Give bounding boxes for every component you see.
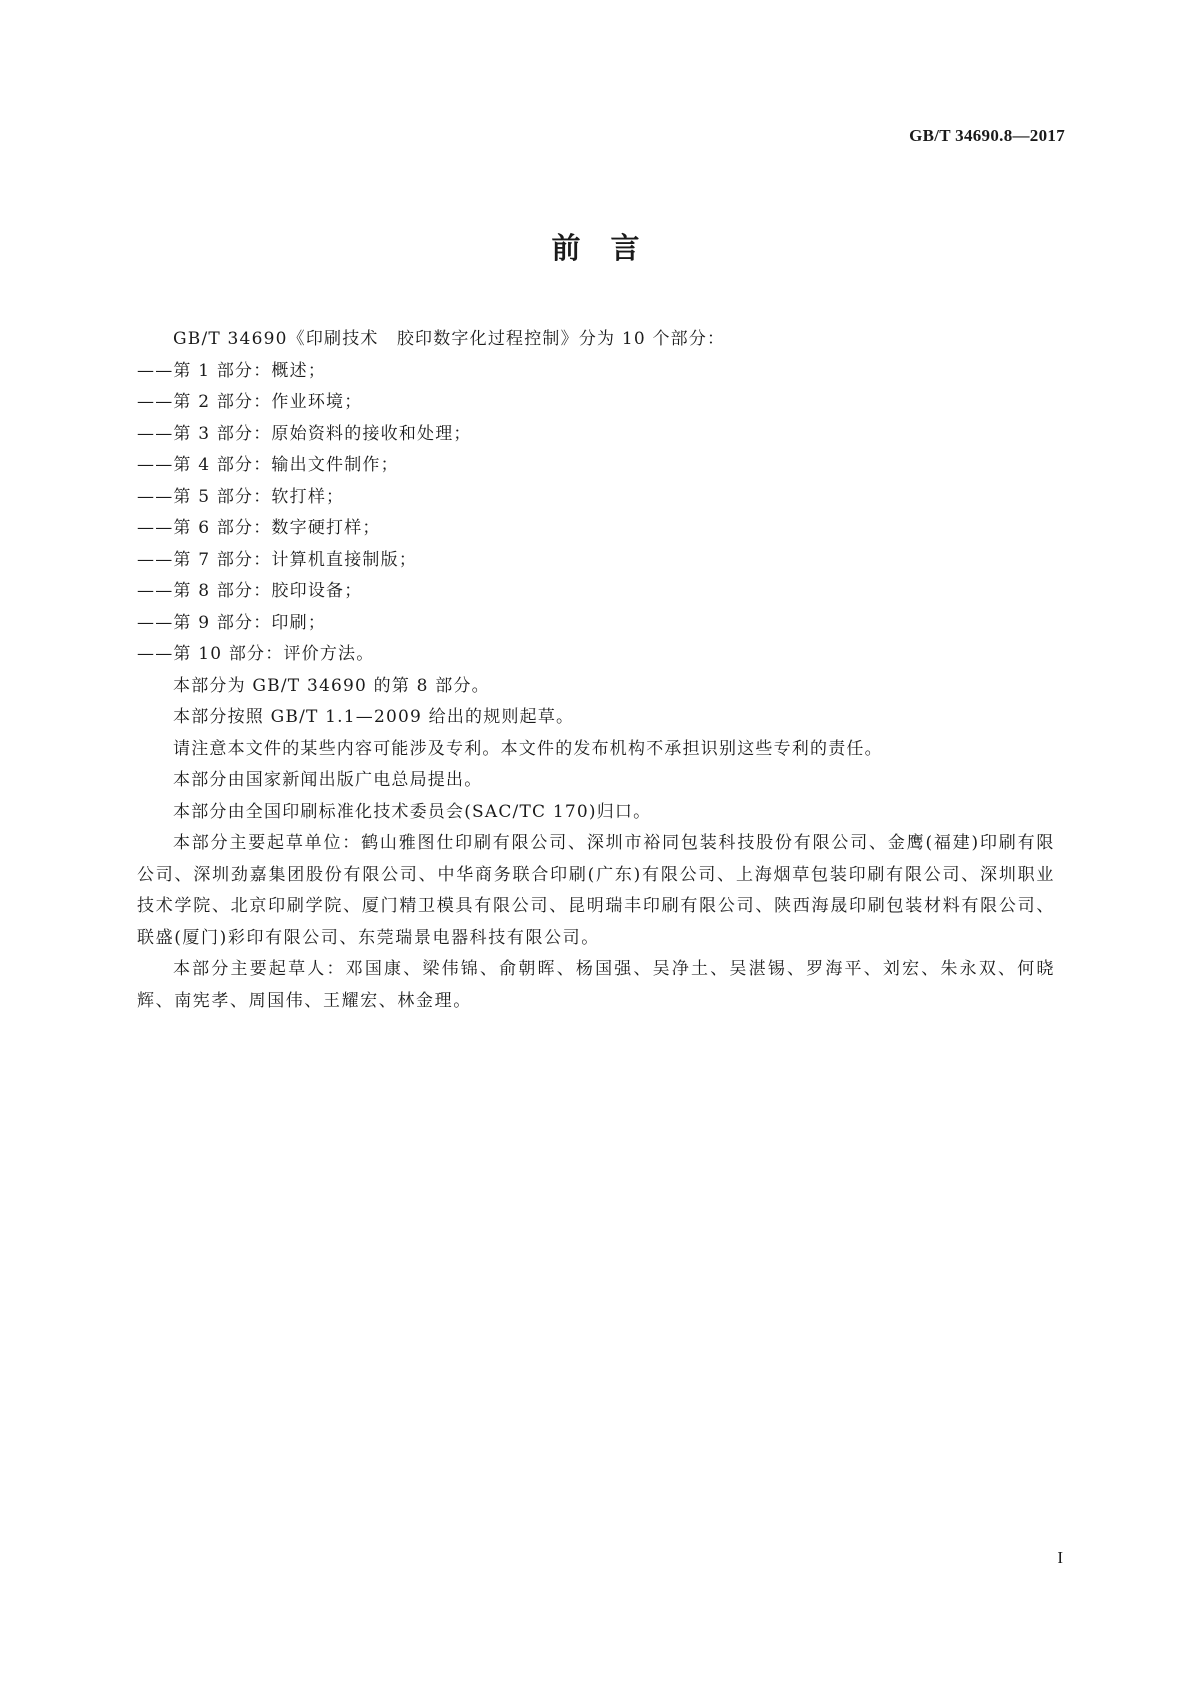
list-item: ——第 5 部分：软打样； <box>137 486 345 507</box>
standard-number: GB/T 34690.8—2017 <box>909 126 1065 145</box>
paragraph: 请注意本文件的某些内容可能涉及专利。本文件的发布机构不承担识别这些专利的责任。 <box>173 738 883 759</box>
intro-paragraph: GB/T 34690《印刷技术 胶印数字化过程控制》分为 10 个部分： <box>173 329 726 349</box>
list-item: ——第 9 部分：印刷； <box>137 612 327 633</box>
drafters-paragraph: 本部分主要起草人：邓国康、梁伟锦、俞朝晖、杨国强、吴净土、吴湛锡、罗海平、刘宏、朱永双、何晓辉、南宪孝、周国伟、王耀宏、林金理。 <box>137 959 1055 1011</box>
paragraph: 本部分为 GB/T 34690 的第 8 部分。 <box>173 675 490 696</box>
paragraph: 本部分由全国印刷标准化技术委员会(SAC/TC 170)归口。 <box>173 801 652 822</box>
paragraph: 本部分按照 GB/T 1.1—2009 给出的规则起草。 <box>173 707 575 727</box>
list-item: ——第 7 部分：计算机直接制版； <box>137 549 418 570</box>
list-item: ——第 4 部分：输出文件制作； <box>137 455 399 475</box>
document-body <box>137 324 1055 1017</box>
paragraph: 本部分由国家新闻出版广电总局提出。 <box>173 770 483 790</box>
list-item: ——第 8 部分：胶印设备； <box>137 581 363 601</box>
drafting-units-paragraph: 本部分主要起草单位：鹤山雅图仕印刷有限公司、深圳市裕同包装科技股份有限公司、金鹰(福建)印刷有限公司、深圳劲嘉集团股份有限公司、中华商务联合印刷(广东)有限公司、上海烟草包装印刷有限公司、深圳职业技术学院、北京印刷学院、厦门精卫模具有限公司、昆明瑞丰印刷有限公司、陕西海晟印刷包装材料有限公司、联盛(厦门)彩印有限公司、东莞瑞景电器科技有限公司。 <box>137 833 1055 948</box>
list-item: ——第 3 部分：原始资料的接收和处理； <box>137 423 472 444</box>
page-number: I <box>1057 1548 1063 1567</box>
list-item: ——第 1 部分：概述； <box>137 360 327 381</box>
list-item: ——第 2 部分：作业环境； <box>137 392 363 412</box>
list-item: ——第 10 部分：评价方法。 <box>137 644 375 664</box>
page-title: 前言 <box>551 231 670 265</box>
list-item: ——第 6 部分：数字硬打样； <box>137 518 381 538</box>
